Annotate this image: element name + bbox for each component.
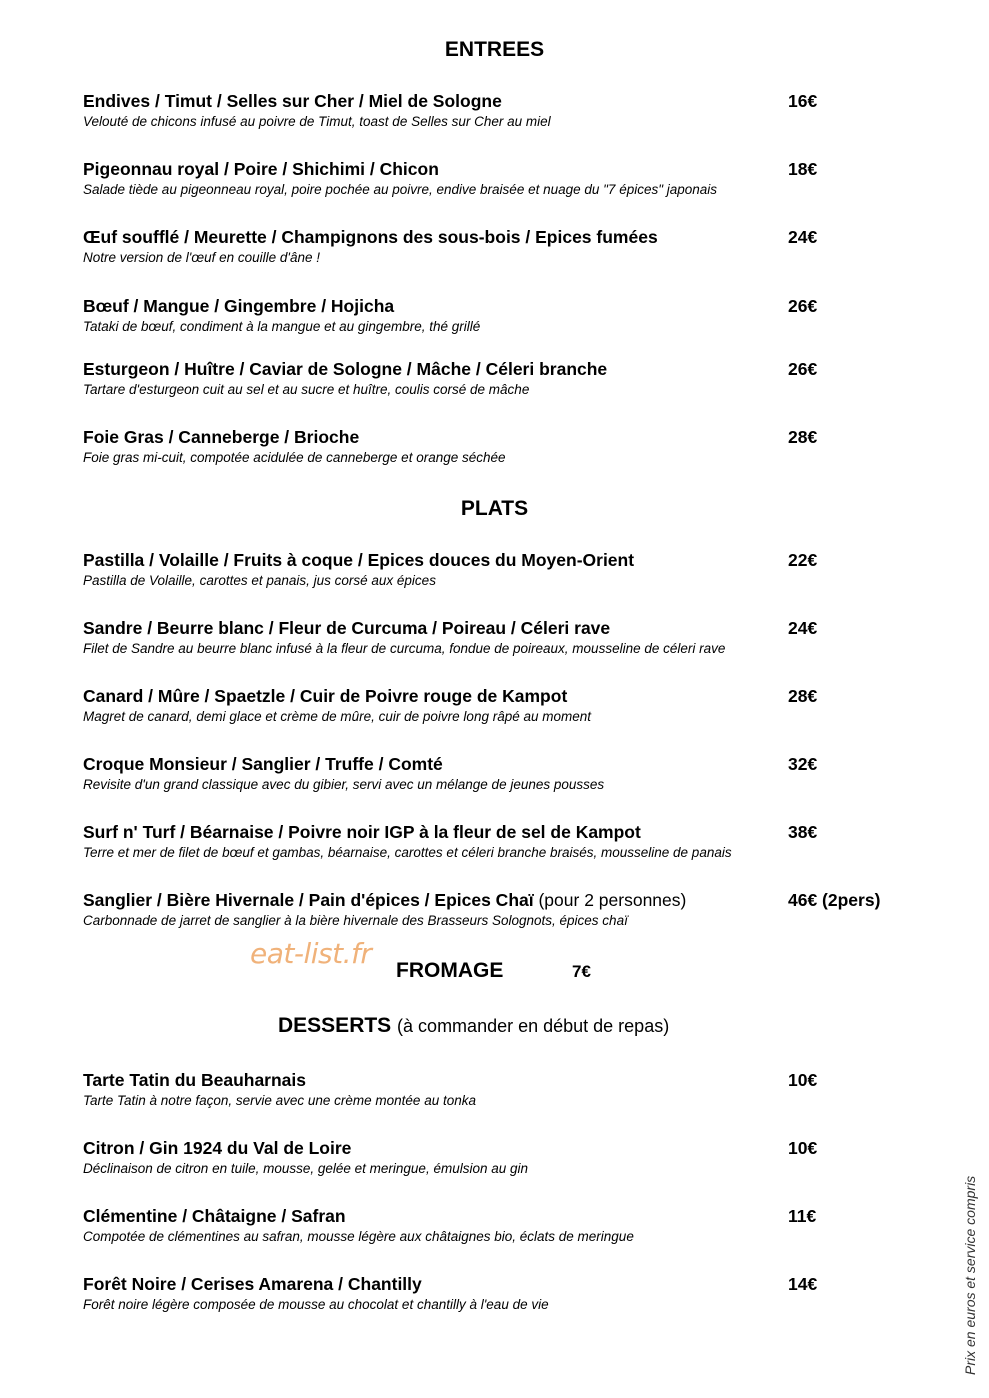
- item-price: 28€: [788, 427, 818, 447]
- item-description: Forêt noire légère composée de mousse au chocolat et chantilly à l'eau de vie: [83, 1297, 549, 1312]
- menu-item: [83, 822, 913, 861]
- item-price: 10€: [788, 1070, 818, 1090]
- item-description: Compotée de clémentines au safran, mousse légère aux châtaignes bio, éclats de meringue: [83, 1229, 634, 1244]
- section-title-entrees: ENTREES: [444, 38, 545, 61]
- section-title-plats: PLATS: [460, 497, 529, 520]
- section-title-fromage: FROMAGE: [396, 959, 504, 982]
- item-price: 26€: [788, 296, 818, 316]
- watermark-logo: eat-list.fr: [250, 937, 372, 970]
- menu-item: [83, 1070, 913, 1109]
- item-name-text: Sanglier / Bière Hivernale / Pain d'épices / Epices Chaï: [83, 890, 534, 910]
- item-description: Velouté de chicons infusé au poivre de Timut, toast de Selles sur Cher au miel: [83, 114, 551, 129]
- item-price: 26€: [788, 359, 818, 379]
- menu-item: [83, 296, 913, 335]
- desserts-note: (à commander en début de repas): [397, 1016, 670, 1036]
- menu-item: [83, 618, 913, 657]
- item-price: 38€: [788, 822, 818, 842]
- item-description: Tataki de bœuf, condiment à la mangue et au gingembre, thé grillé: [83, 319, 481, 334]
- menu-item: [83, 91, 913, 130]
- fromage-price: 7€: [572, 962, 591, 981]
- menu-item: [83, 227, 913, 266]
- menu-item: [83, 1138, 913, 1177]
- item-name: Forêt Noire / Cerises Amarena / Chantilly: [83, 1274, 422, 1294]
- item-name: Endives / Timut / Selles sur Cher / Miel de Sologne: [83, 91, 502, 111]
- item-description: Déclinaison de citron en tuile, mousse, gelée et meringue, émulsion au gin: [83, 1161, 529, 1176]
- item-name: Bœuf / Mangue / Gingembre / Hojicha: [83, 296, 395, 316]
- item-description: Tarte Tatin à notre façon, servie avec une crème montée au tonka: [83, 1093, 476, 1108]
- menu-item: [83, 159, 913, 198]
- desserts-title-text: DESSERTS: [278, 1014, 392, 1037]
- menu-item: [83, 550, 913, 589]
- item-name: Pastilla / Volaille / Fruits à coque / Epices douces du Moyen-Orient: [83, 550, 635, 570]
- item-description: Tartare d'esturgeon cuit au sel et au sucre et huître, coulis corsé de mâche: [83, 382, 530, 397]
- item-price: 28€: [788, 686, 818, 706]
- item-name-note: (pour 2 personnes): [538, 890, 687, 910]
- item-name: Foie Gras / Canneberge / Brioche: [83, 427, 360, 447]
- price-info-note: Prix en euros et service compris: [962, 1175, 978, 1375]
- menu-item: [83, 890, 913, 929]
- item-name: Canard / Mûre / Spaetzle / Cuir de Poivre rouge de Kampot: [83, 686, 568, 706]
- item-description: Pastilla de Volaille, carottes et panais, jus corsé aux épices: [83, 573, 436, 588]
- item-price: 46€ (2pers): [788, 890, 881, 910]
- item-name: Esturgeon / Huître / Caviar de Sologne / Mâche / Céleri branche: [83, 359, 608, 379]
- item-description: Filet de Sandre au beurre blanc infusé à la fleur de curcuma, fondue de poireaux, mousseline de céleri rave: [83, 641, 726, 656]
- item-name: Clémentine / Châtaigne / Safran: [83, 1206, 346, 1226]
- item-name: Pigeonnau royal / Poire / Shichimi / Chicon: [83, 159, 439, 179]
- item-description: Salade tiède au pigeonneau royal, poire pochée au poivre, endive braisée et nuage du "7 épices" japonais: [83, 182, 718, 197]
- item-name: Surf n' Turf / Béarnaise / Poivre noir IGP à la fleur de sel de Kampot: [83, 822, 641, 842]
- item-description: Terre et mer de filet de bœuf et gambas, béarnaise, carottes et céleri branche braisés, mousseline de panais: [83, 845, 732, 860]
- item-description: Revisite d'un grand classique avec du gibier, servi avec un mélange de jeunes pousses: [83, 777, 605, 792]
- section-title-desserts: [278, 1014, 669, 1038]
- menu-item: [83, 427, 913, 466]
- item-price: 10€: [788, 1138, 818, 1158]
- menu-item: [83, 686, 913, 725]
- item-price: 24€: [788, 227, 818, 247]
- item-price: 22€: [788, 550, 818, 570]
- menu-item: [83, 1274, 913, 1313]
- item-description: Foie gras mi-cuit, compotée acidulée de canneberge et orange séchée: [83, 450, 506, 465]
- item-price: 16€: [788, 91, 818, 111]
- item-name: Tarte Tatin du Beauharnais: [83, 1070, 307, 1090]
- menu-item: [83, 1206, 913, 1245]
- item-description: Carbonnade de jarret de sanglier à la bière hivernale des Brasseurs Solognots, épices chaï: [83, 913, 628, 928]
- menu-item: [83, 359, 913, 398]
- menu-item: [83, 754, 913, 793]
- item-price: 18€: [788, 159, 818, 179]
- item-price: 11€: [788, 1206, 817, 1226]
- item-price: 24€: [788, 618, 818, 638]
- item-description: Magret de canard, demi glace et crème de mûre, cuir de poivre long râpé au moment: [83, 709, 592, 724]
- item-name: Citron / Gin 1924 du Val de Loire: [83, 1138, 352, 1158]
- item-price: 32€: [788, 754, 818, 774]
- item-price: 14€: [788, 1274, 818, 1294]
- item-name: Croque Monsieur / Sanglier / Truffe / Comté: [83, 754, 443, 774]
- item-description: Notre version de l'œuf en couille d'âne !: [83, 250, 321, 265]
- item-name: Œuf soufflé / Meurette / Champignons des sous-bois / Epices fumées: [83, 227, 658, 247]
- item-name: Sandre / Beurre blanc / Fleur de Curcuma / Poireau / Céleri rave: [83, 618, 611, 638]
